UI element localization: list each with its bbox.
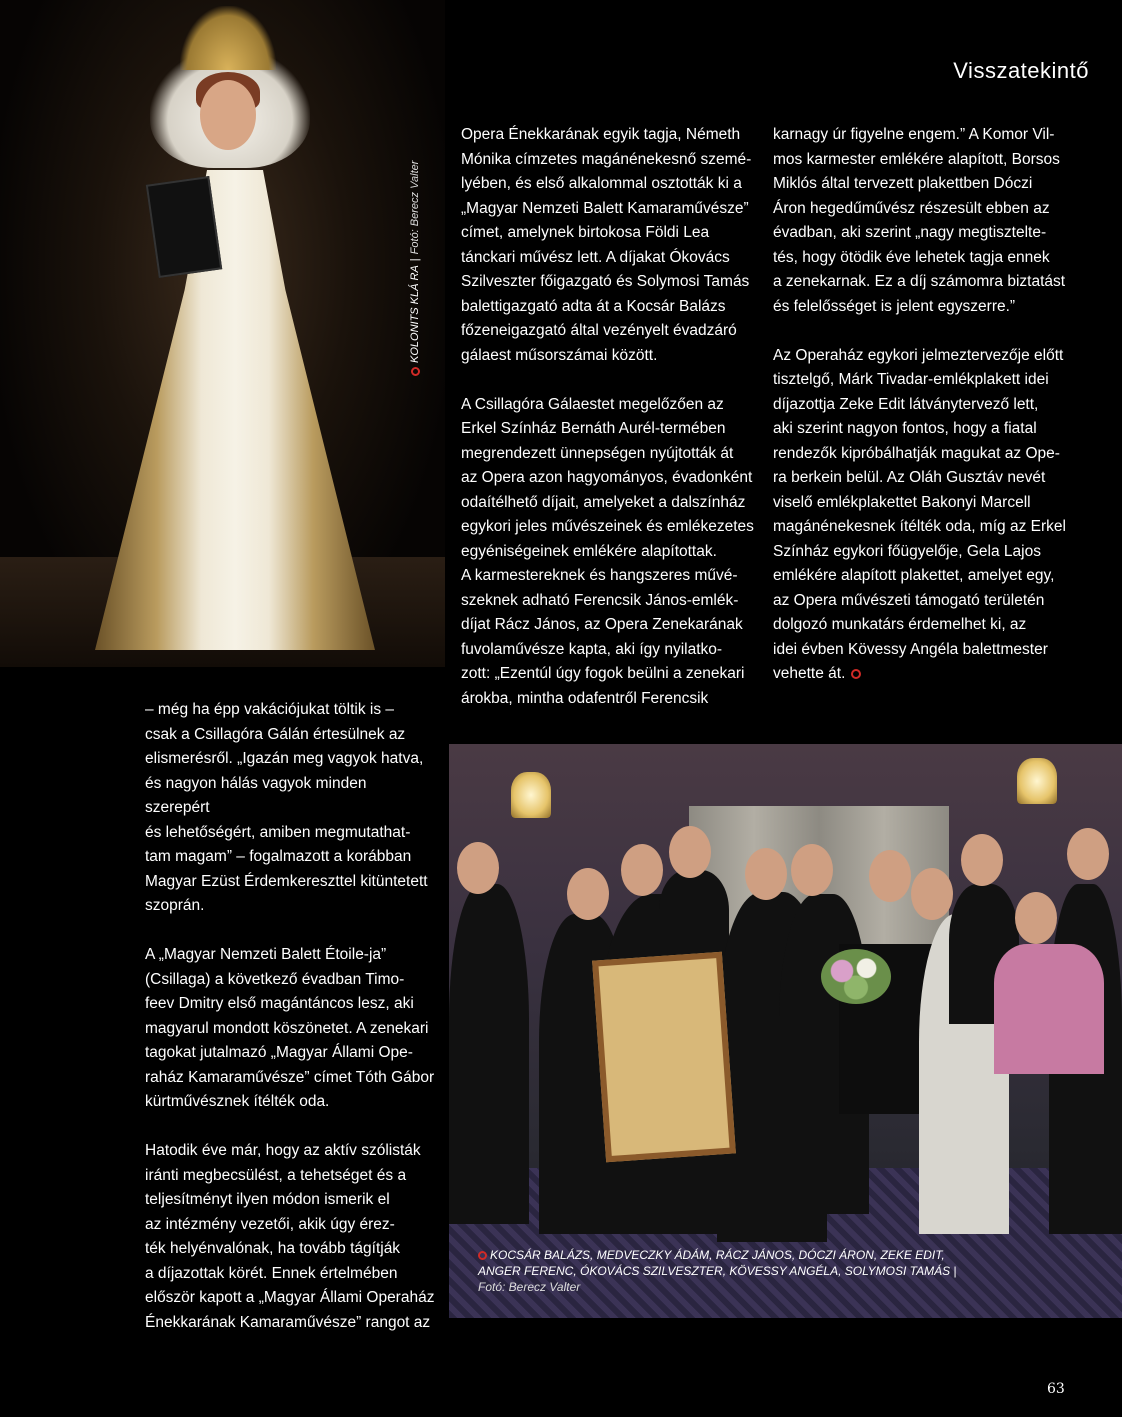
person-face xyxy=(1015,892,1057,944)
paragraph: A Csillagóra Gálaestet megelőzően az Erkel Színház Bernáth Aurél-termében megrendezett ünnepségen nyújtották át az Opera azon hagyományos, évadonként odaítélhető díjait, amelyeket a dalszínház egykori jeles művészeinek és emlékezetes egyéniségeinek emlékére alapítottak. A karmestereknek és hangszeres művé- szeknek adható Ferencsik János-emlék- díjat Rácz János, az Opera Zenekarának fuvolaművésze kapta, aki így nyilatko- zott: „Ezentúl úgy fogok beülni a zenekari árokba, mintha odafentről Ferencsik xyxy=(461,395,754,707)
wall-lamp-icon xyxy=(511,772,551,818)
gold-gown xyxy=(95,170,375,650)
ring-icon xyxy=(478,1251,487,1260)
person-face xyxy=(669,826,711,878)
paragraph-text: Az Operaház egykori jelmeztervezője előtt tisztelgő, Márk Tivadar-emlékplakett idei díjazottja Zeke Edit látványtervező lett, aki szerint nagyon fontos, hogy a fiatal rendezők kipróbálhatják magukat az Ope- ra berkein belül. Az Oláh Gusztáv nevét viselő emlékplakettet Bakonyi Marcell magánénekesnek ítélték oda, míg az Erkel Színház egykori főügyelője, Gela Lajos emlékére alapított plakettet, amelyet egy, az Opera művészeti támogató területén dolgozó munkatárs érdemelhet ki, az idei évben Kövessy Angéla balettmester vehette át. xyxy=(773,346,1066,682)
person-pink-shirt xyxy=(994,944,1104,1074)
person xyxy=(449,884,529,1224)
wall-lamp-icon xyxy=(1017,758,1057,804)
photo-credit-vertical xyxy=(409,161,421,376)
person-face xyxy=(911,868,953,920)
paragraph: Hatodik éve már, hogy az aktív szólisták iránti megbecsülést, a tehetséget és a teljesítményt ilyen módon ismerik el az intézmény vezetői, akik úgy érez- ték helyénvalónak, ha tovább tágítják a díjazottak körét. Ennek értelmében először kapott a „Magyar Állami Operaház Énekkarának Kamaraművésze” rangot az xyxy=(145,1142,435,1331)
photo-caption xyxy=(478,1247,978,1295)
person-face xyxy=(567,868,609,920)
person-face xyxy=(745,848,787,900)
caption-photographer: Fotó: Berecz Valter xyxy=(478,1280,581,1294)
soprano-stage-photo xyxy=(0,0,445,667)
crown xyxy=(180,6,276,70)
award-group-photo xyxy=(449,744,1122,1318)
paragraph: Opera Énekkarának egyik tagja, Németh Mónika címzetes magánénekesnő szemé- lyében, és első alkalommal osztották ki a „Magyar Nemzeti Balett Kamaraművésze” címet, amelynek birtokosa Földi Lea tánckari művész lett. A díjakat Ókovács Szilveszter főigazgató és Solymosi Tamás balettigazgató adta át a Kocsár Balázs főzeneigazgató által vezényelt évadzáró gálaest műsorszámai között. xyxy=(461,126,752,364)
caption-names: KOCSÁR BALÁZS, MEDVECZKY ÁDÁM, RÁCZ JÁNOS, DÓCZI ÁRON, ZEKE EDIT, ANGER FERENC, ÓKOVÁCS SZILVESZTER, KÖVESSY ANGÉLA, SOLYMOSI TAMÁS xyxy=(478,1248,951,1278)
article-column-middle xyxy=(461,123,761,711)
person-face xyxy=(869,850,911,902)
person-face xyxy=(791,844,833,896)
article-column-left xyxy=(145,698,435,1335)
person-face xyxy=(1067,828,1109,880)
page-number: 63 xyxy=(1047,1381,1065,1397)
person-face xyxy=(457,842,499,894)
singer-face xyxy=(200,80,256,150)
framed-certificate xyxy=(592,952,736,1163)
credit-separator: | xyxy=(409,258,421,262)
person-face xyxy=(961,834,1003,886)
paragraph xyxy=(773,344,1073,687)
article-column-right xyxy=(773,123,1073,687)
flower-bouquet xyxy=(821,949,891,1004)
credit-photographer: Fotó: Berecz Valter xyxy=(409,160,421,255)
section-title: Visszatekintő xyxy=(953,58,1089,83)
award-folder xyxy=(146,176,222,278)
caption-separator: | xyxy=(953,1264,957,1278)
credit-name: KOLONITS KLÁ RA xyxy=(409,265,421,363)
ring-icon xyxy=(411,367,420,376)
paragraph: karnagy úr figyelne engem.” A Komor Vil- mos karmester emlékére alapított, Borsos Miklós által tervezett plakettben Dóczi Áron hegedűművész részesült ebben az évadban, aki szerint „nagy megtisztelte- tés, hogy ötödik éve lehetek tagja ennek a zenekarnak. Ez a díj számomra biztatást és felelősséget is jelent egyszerre.” xyxy=(773,126,1066,315)
paragraph: A „Magyar Nemzeti Balett Étoile-ja” (Csillaga) a következő évadban Timo- feev Dmitry első magántáncos lesz, aki magyarul mondott köszönetet. A zenekari tagokat jutalmazó „Magyar Állami Ope- raház Kamaraművésze” címet Tóth Gábor kürtművésznek ítélték oda. xyxy=(145,946,435,1110)
end-mark-icon xyxy=(851,669,861,679)
paragraph: – még ha épp vakációjukat töltik is – csak a Csillagóra Gálán értesülnek az elismerésről. „Igazán meg vagyok hatva, és nagyon hálás vagyok minden szerepért és lehetőségért, amiben megmutathat- tam magam” – fogalmazott a korábban Magyar Ezüst Érdemkereszttel kitüntetett szoprán. xyxy=(145,701,428,914)
person-face xyxy=(621,844,663,896)
